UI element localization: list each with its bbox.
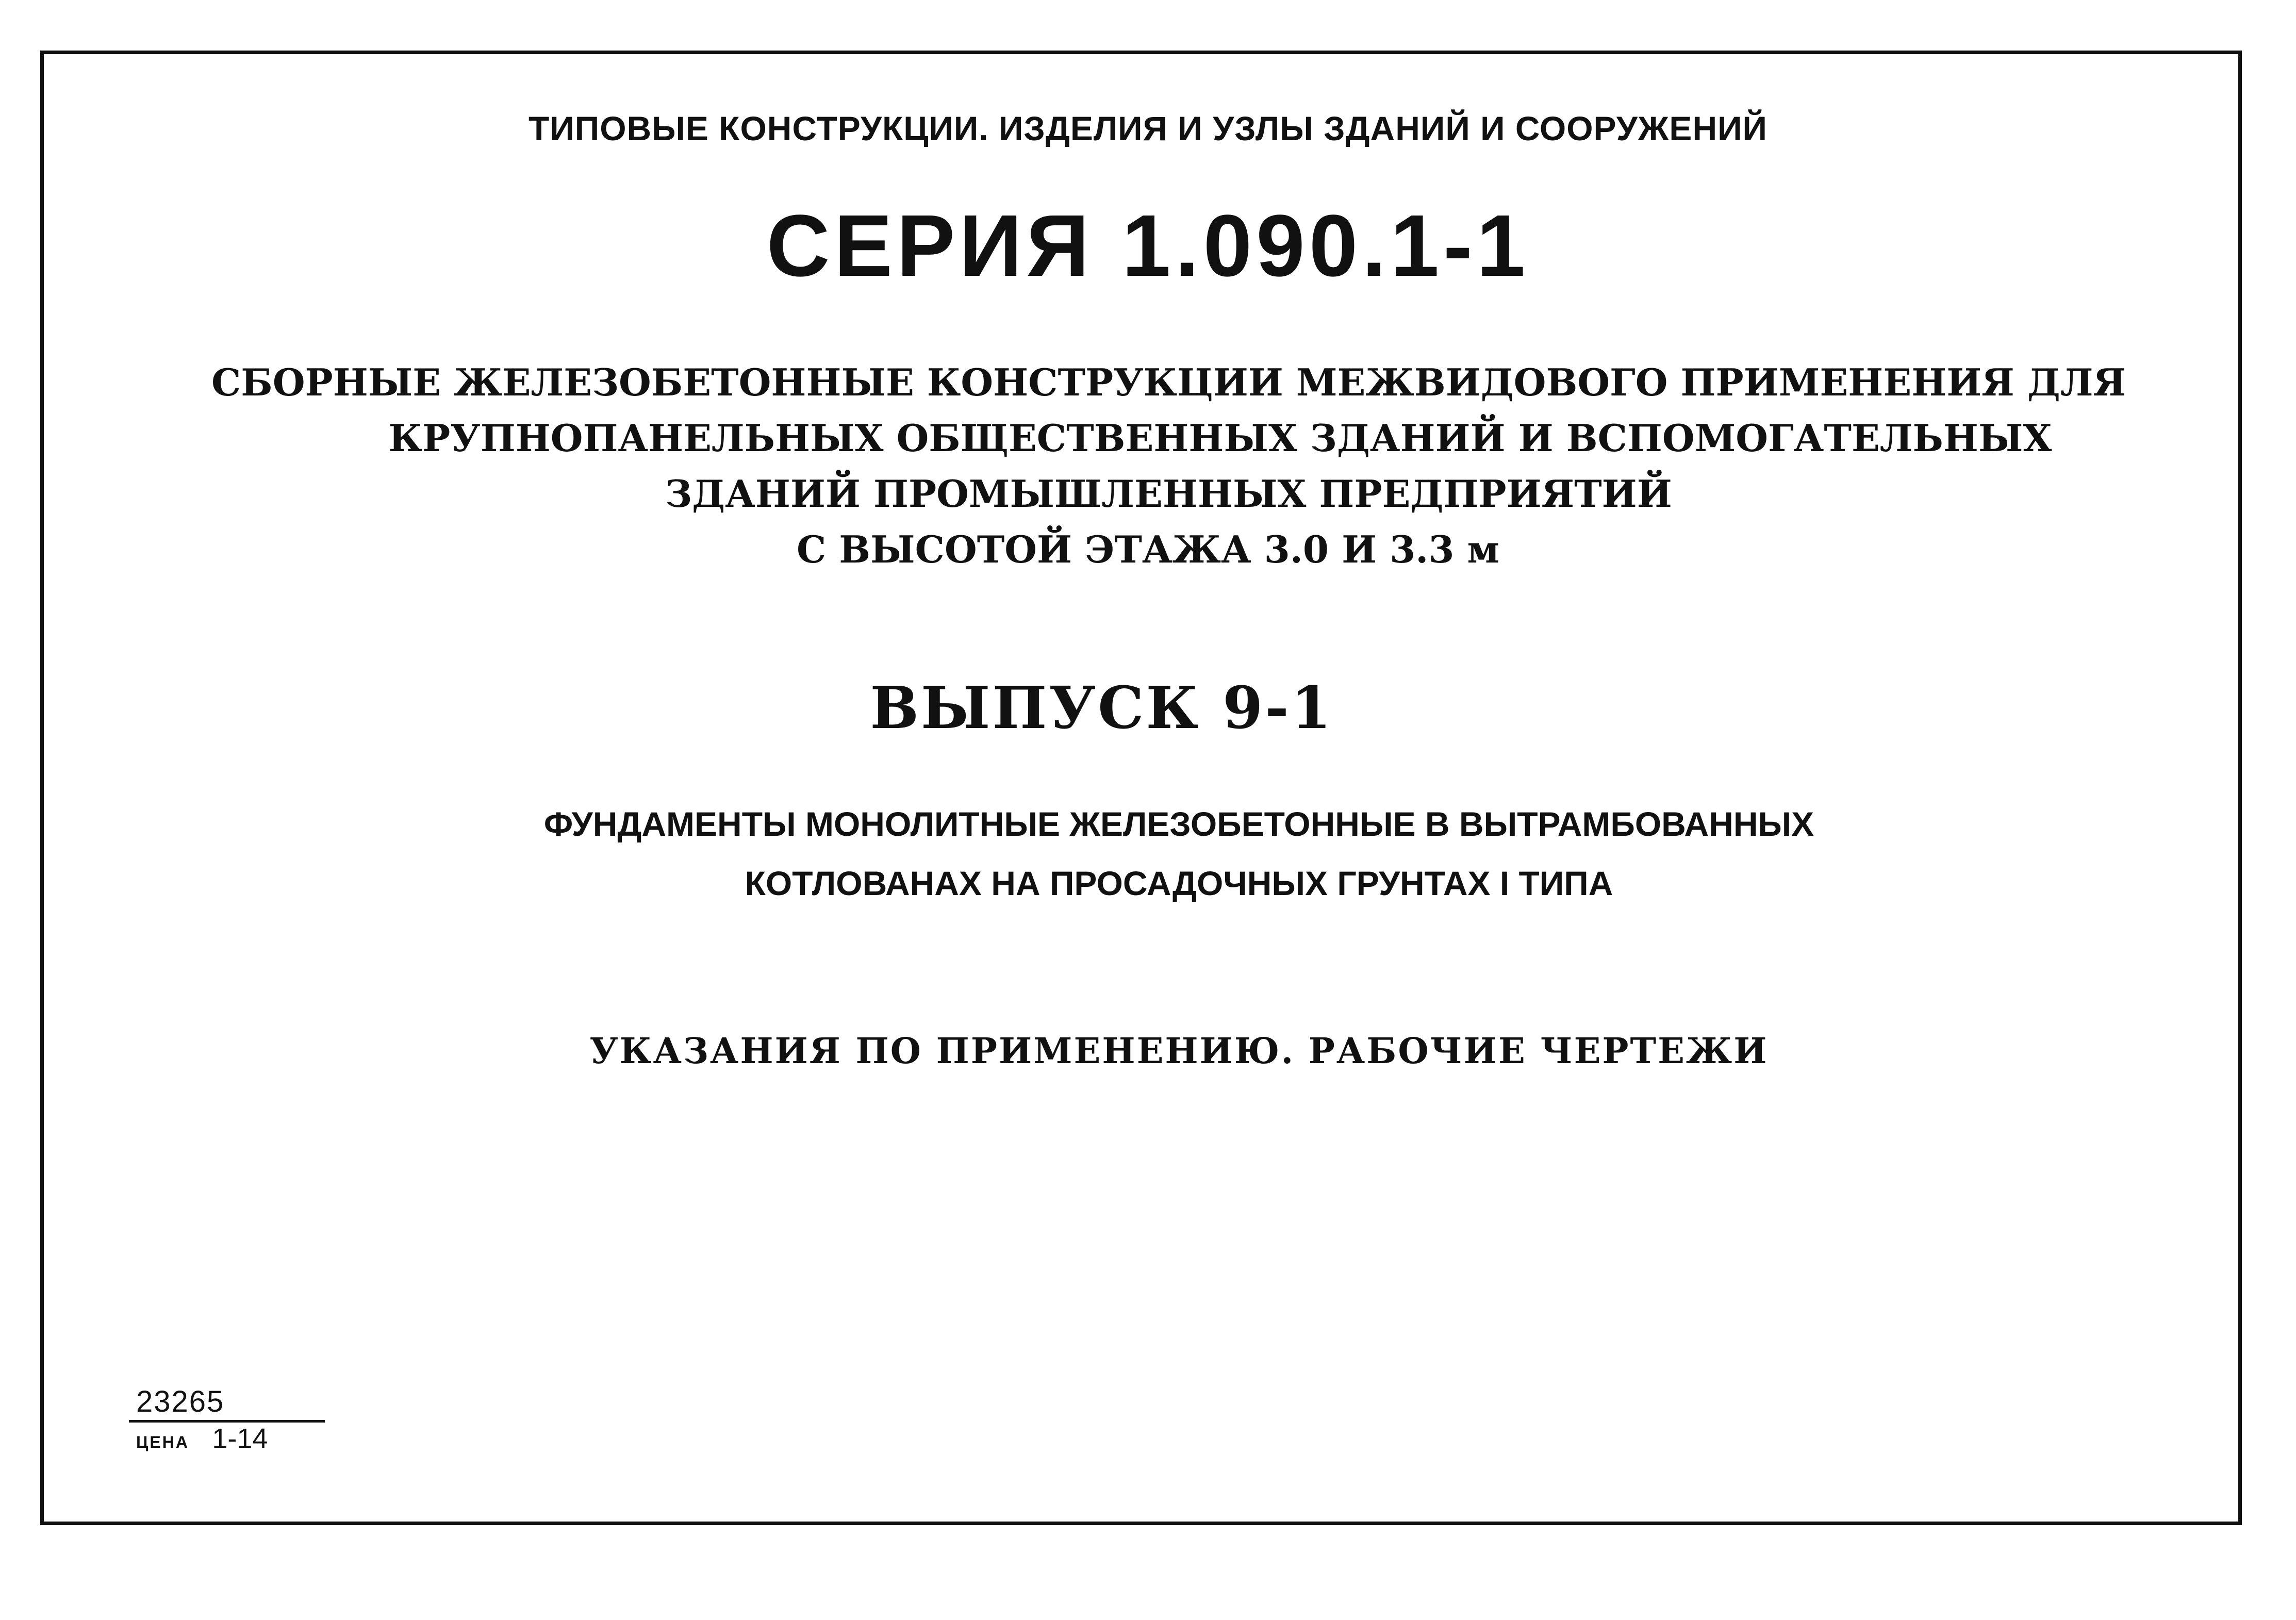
description-line: С ВЫСОТОЙ ЭТАЖА 3.0 И 3.3 м (796, 527, 1500, 571)
series-title: СЕРИЯ 1.090.1-1 (766, 197, 1530, 295)
description-line: СБОРНЫЕ ЖЕЛЕЗОБЕТОННЫЕ КОНСТРУКЦИИ МЕЖВИДОВОГО ПРИМЕНЕНИЯ ДЛЯ (211, 360, 2126, 404)
subject-line: ФУНДАМЕНТЫ МОНОЛИТНЫЕ ЖЕЛЕЗОБЕТОННЫЕ В ВЫТРАМБОВАННЫХ (543, 805, 1814, 843)
document-type: УКАЗАНИЯ ПО ПРИМЕНЕНИЮ. РАБОЧИЕ ЧЕРТЕЖИ (589, 1031, 1769, 1072)
inventory-number: 23265 (129, 1387, 325, 1423)
collection-heading: ТИПОВЫЕ КОНСТРУКЦИИ. ИЗДЕЛИЯ И УЗЛЫ ЗДАНИЙ И СООРУЖЕНИЙ (528, 109, 1768, 147)
price-row (129, 1425, 325, 1452)
subject-line: КОТЛОВАНАХ НА ПРОСАДОЧНЫХ ГРУНТАХ I ТИПА (745, 864, 1613, 902)
issue-title: ВЫПУСК 9-1 (870, 674, 1333, 742)
description-line: КРУПНОПАНЕЛЬНЫХ ОБЩЕСТВЕННЫХ ЗДАНИЙ И ВСПОМОГАТЕЛЬНЫХ (388, 416, 2052, 460)
price-value: 1-14 (212, 1423, 268, 1454)
description-line: ЗДАНИЙ ПРОМЫШЛЕННЫХ ПРЕДПРИЯТИЙ (665, 472, 1672, 516)
inventory-stamp (129, 1387, 325, 1452)
price-label: ЦЕНА (136, 1433, 189, 1451)
